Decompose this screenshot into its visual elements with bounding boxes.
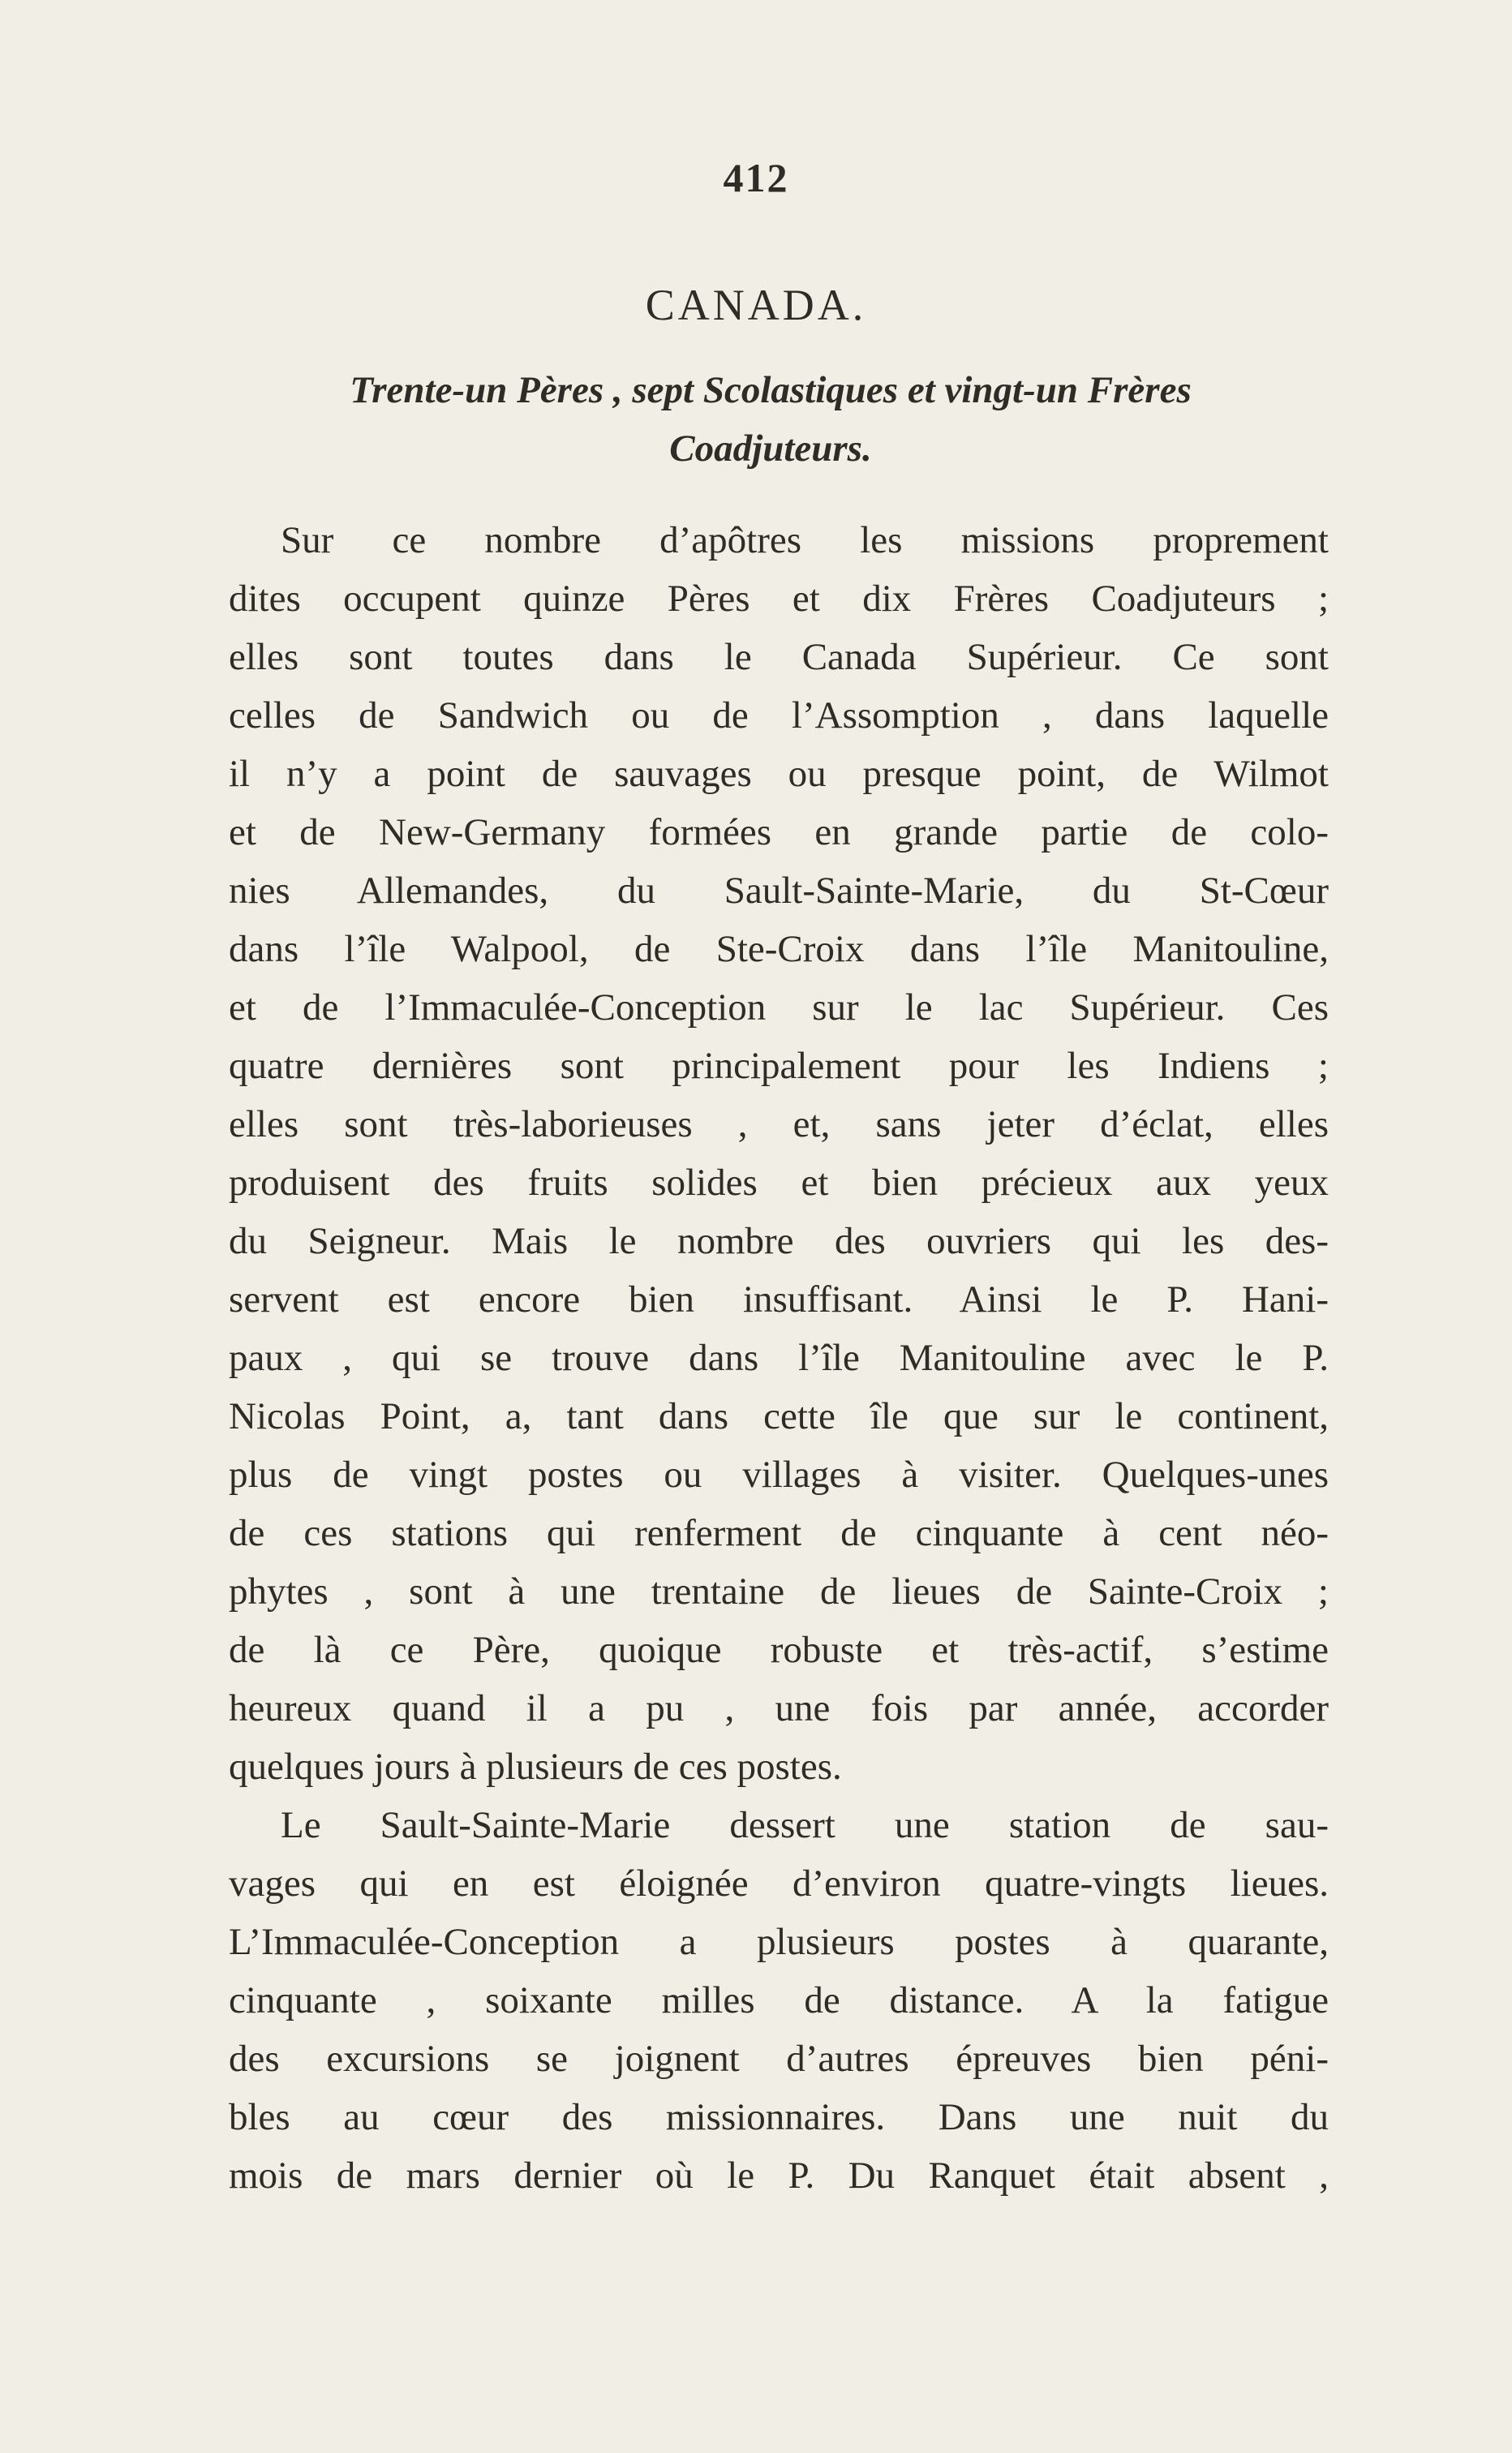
text-line: L’Immaculée-Conception a plusieurs postes à quarante,	[229, 1921, 1329, 1963]
text-line: des excursions se joignent d’autres épreuves bien péni-	[229, 2038, 1329, 2080]
text-line: Le Sault-Sainte-Marie dessert une station de sau-	[281, 1804, 1329, 1846]
text-line: Sur ce nombre d’apôtres les missions proprement	[281, 519, 1329, 561]
text-line: dans l’île Walpool, de Ste-Croix dans l’île Manitouline,	[229, 928, 1329, 970]
text-line: servent est encore bien insuffisant. Ainsi le P. Hani-	[229, 1278, 1329, 1321]
text-line: il n’y a point de sauvages ou presque point, de Wilmot	[229, 753, 1329, 795]
text-line: quatre dernières sont principalement pour les Indiens ;	[229, 1045, 1329, 1087]
text-line: plus de vingt postes ou villages à visiter. Quelques-unes	[229, 1454, 1329, 1496]
text-line: paux , qui se trouve dans l’île Manitouline avec le P.	[229, 1337, 1329, 1379]
section-subtitle	[219, 361, 1322, 478]
text-line: vages qui en est éloignée d’environ quatre-vingts lieues.	[229, 1862, 1329, 1905]
text-line: Nicolas Point, a, tant dans cette île que sur le continent,	[229, 1395, 1329, 1437]
text-line: du Seigneur. Mais le nombre des ouvriers qui les des-	[229, 1220, 1329, 1262]
text-line: phytes , sont à une trentaine de lieues de Sainte-Croix ;	[229, 1570, 1329, 1613]
text-line: cinquante , soixante milles de distance. A la fatigue	[229, 1979, 1329, 2021]
text-line: celles de Sandwich ou de l’Assomption , dans laquelle	[229, 694, 1329, 737]
text-line: quelques jours à plusieurs de ces postes.	[229, 1746, 842, 1788]
text-line: produisent des fruits solides et bien précieux aux yeux	[229, 1162, 1329, 1204]
body-text	[229, 511, 1329, 2205]
text-line: et de l’Immaculée-Conception sur le lac Supérieur. Ces	[229, 986, 1329, 1029]
text-line: de ces stations qui renferment de cinquante à cent néo-	[229, 1512, 1329, 1554]
text-line: dites occupent quinze Pères et dix Frères Coadjuteurs ;	[229, 578, 1329, 620]
page-number: 412	[723, 155, 789, 200]
text-line: de là ce Père, quoique robuste et très-actif, s’estime	[229, 1629, 1329, 1671]
subtitle-line: Trente-un Pères , sept Scolastiques et vingt-un Frères	[350, 369, 1192, 411]
subtitle-line: Coadjuteurs.	[669, 427, 872, 470]
text-line: heureux quand il a pu , une fois par année, accorder	[229, 1687, 1329, 1729]
text-line: elles sont très-laborieuses , et, sans jeter d’éclat, elles	[229, 1103, 1329, 1145]
text-line: bles au cœur des missionnaires. Dans une nuit du	[229, 2096, 1329, 2138]
text-line: elles sont toutes dans le Canada Supérieur. Ce sont	[229, 636, 1329, 678]
text-line: nies Allemandes, du Sault-Sainte-Marie, du St-Cœur	[229, 870, 1329, 912]
section-heading: CANADA.	[645, 281, 867, 329]
text-line: et de New-Germany formées en grande partie de colo-	[229, 811, 1329, 853]
text-line: mois de mars dernier où le P. Du Ranquet était absent ,	[229, 2154, 1329, 2197]
